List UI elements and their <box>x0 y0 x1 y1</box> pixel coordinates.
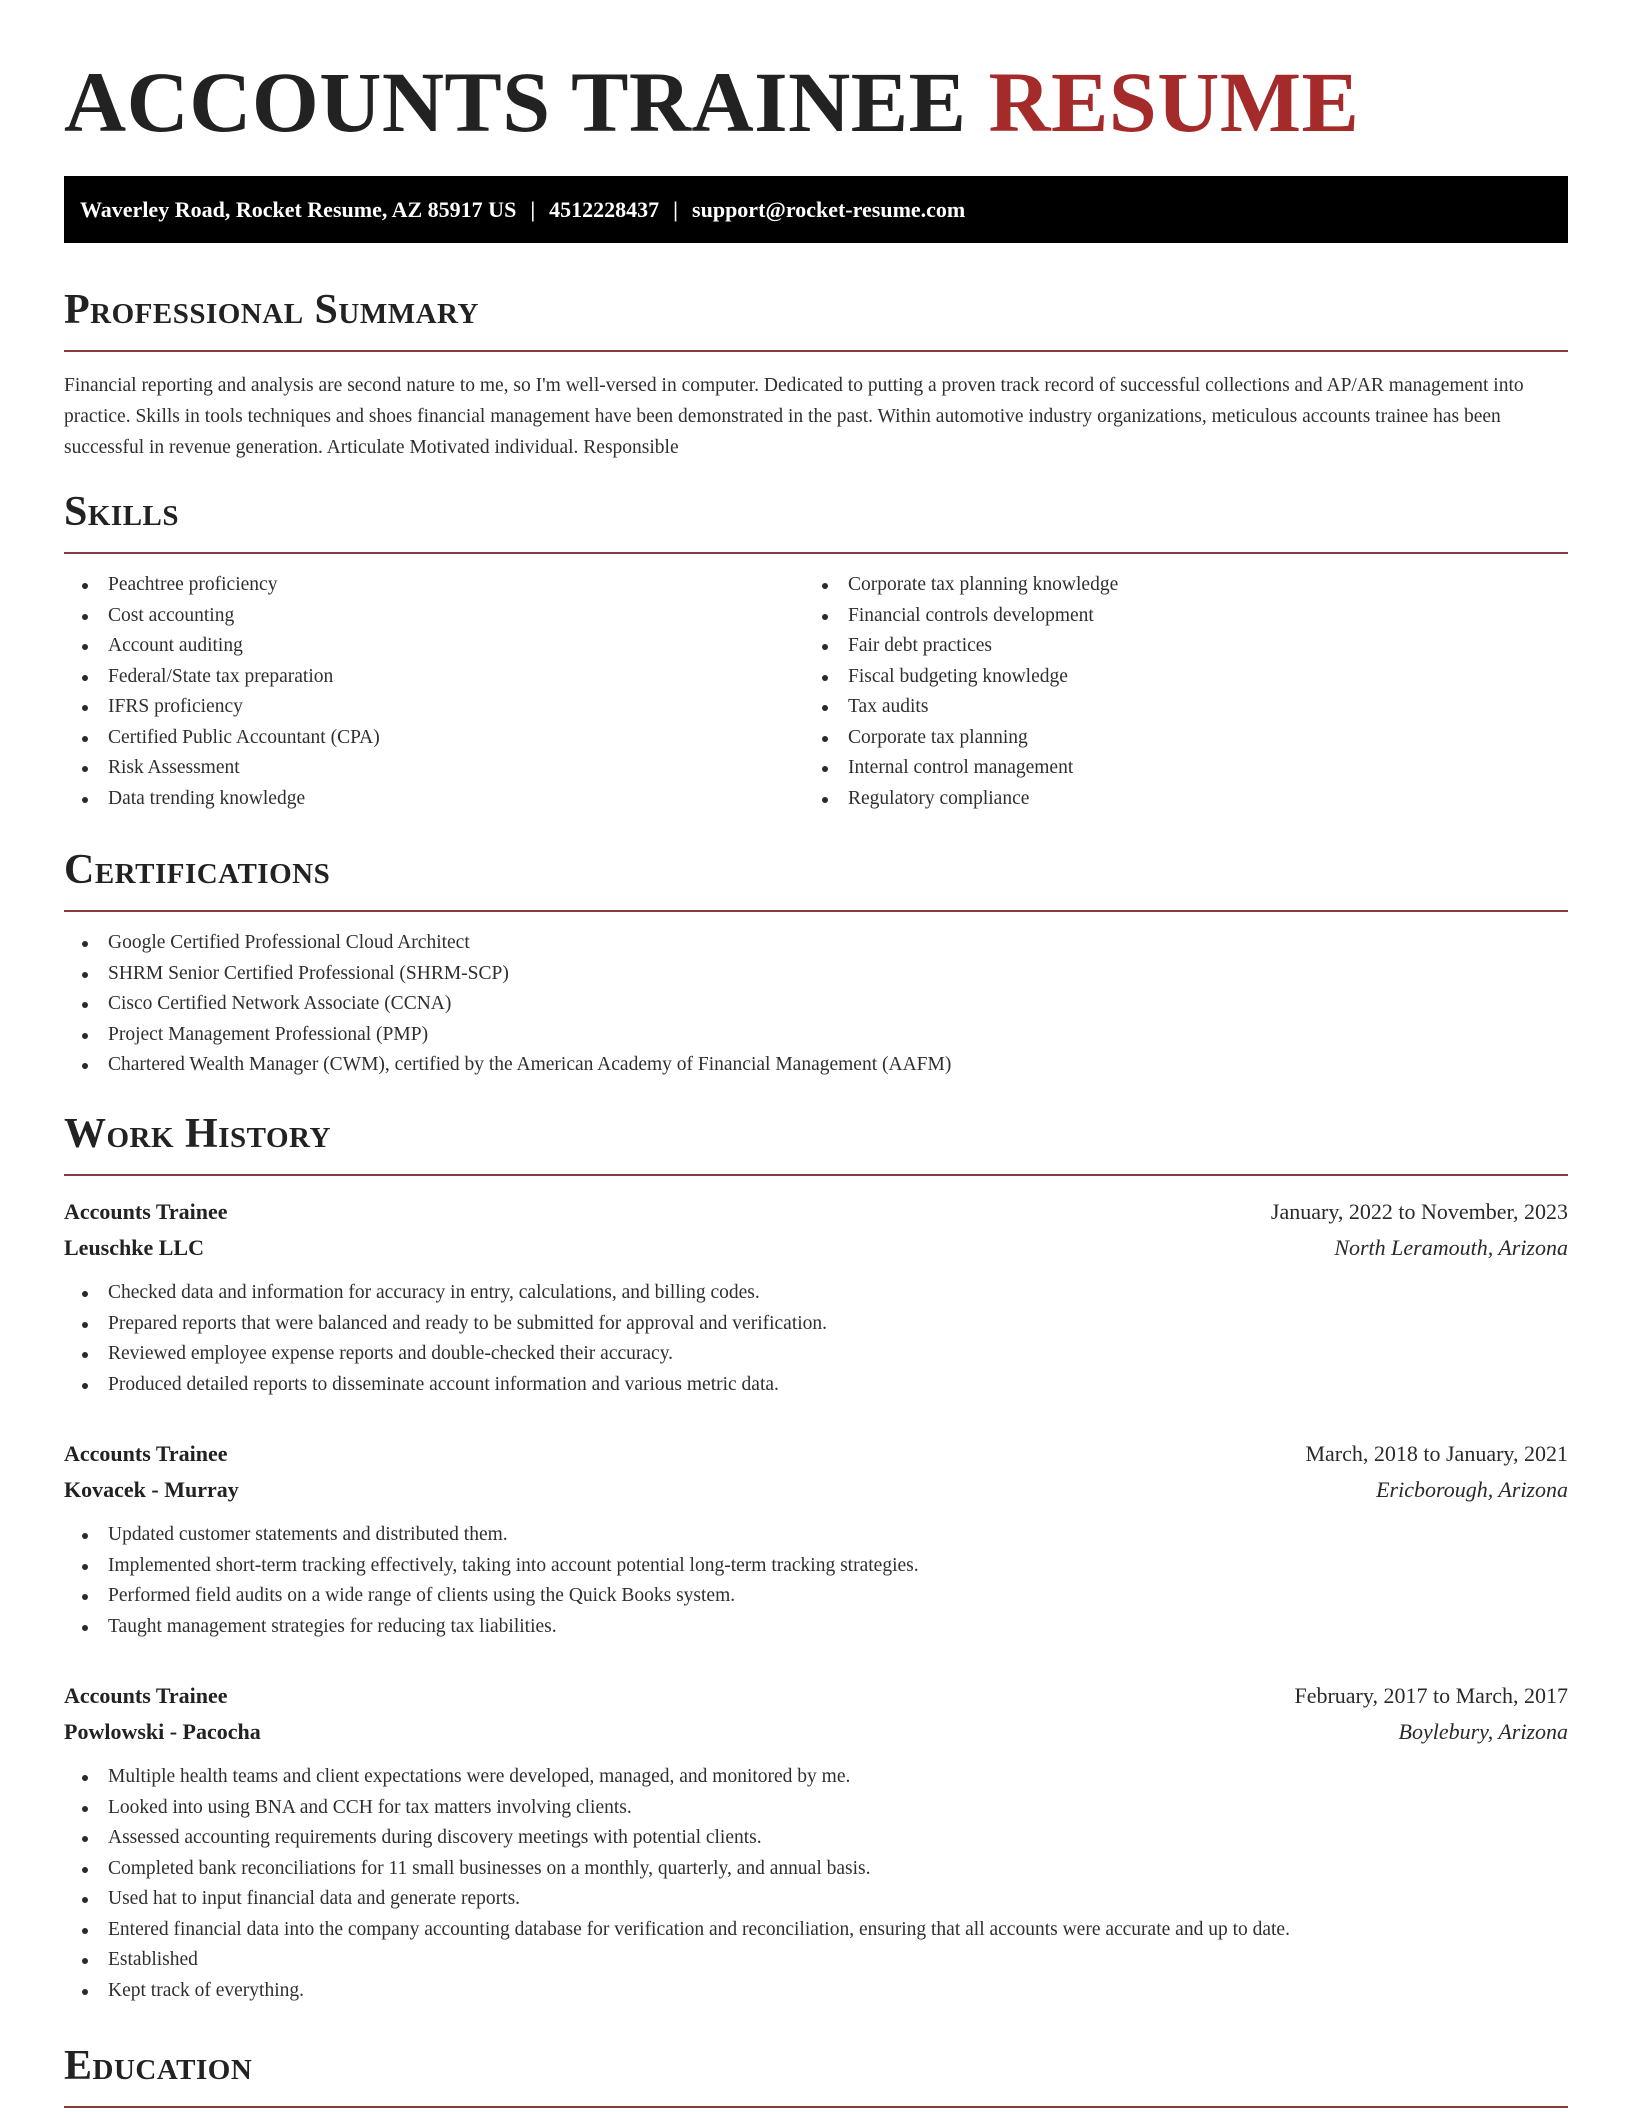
list-item: Federal/State tax preparation <box>64 662 804 693</box>
contact-address: Waverley Road, Rocket Resume, AZ 85917 US <box>80 197 517 222</box>
list-item: IFRS proficiency <box>64 692 804 723</box>
job-duties-list <box>64 1278 1568 1400</box>
list-item: Looked into using BNA and CCH for tax matters involving clients. <box>64 1793 1568 1824</box>
list-item: Project Management Professional (PMP) <box>64 1020 1568 1051</box>
list-item: Reviewed employee expense reports and double-checked their accuracy. <box>64 1339 1568 1370</box>
list-item: Completed bank reconciliations for 11 small businesses on a monthly, quarterly, and annual basis. <box>64 1854 1568 1885</box>
skills-columns <box>64 570 1568 814</box>
job-location: North Leramouth, Arizona <box>1334 1235 1568 1260</box>
section-divider <box>64 350 1568 352</box>
jobs-list <box>64 1194 1568 2006</box>
list-item: Performed field audits on a wide range of clients using the Quick Books system. <box>64 1581 1568 1612</box>
list-item: Updated customer statements and distributed them. <box>64 1520 1568 1551</box>
list-item: SHRM Senior Certified Professional (SHRM-SCP) <box>64 959 1568 990</box>
list-item: Chartered Wealth Manager (CWM), certified by the American Academy of Financial Management (AAFM) <box>64 1050 1568 1081</box>
list-item: Taught management strategies for reducing tax liabilities. <box>64 1612 1568 1643</box>
skills-list <box>64 570 804 814</box>
job-entry <box>64 1436 1568 1642</box>
list-item: Entered financial data into the company accounting database for verification and reconciliation, ensuring that all accounts were accurate and up to date. <box>64 1915 1568 1946</box>
section-divider <box>64 2106 1568 2108</box>
contact-email: support@rocket-resume.com <box>692 197 966 222</box>
list-item: Used hat to input financial data and generate reports. <box>64 1884 1568 1915</box>
certifications-list <box>64 928 1568 1081</box>
resume-page <box>64 0 1568 2089</box>
job-title: Accounts Trainee <box>64 1683 228 1708</box>
section-divider <box>64 910 1568 912</box>
list-item: Cost accounting <box>64 601 804 632</box>
job-company: Kovacek - Murray <box>64 1477 239 1502</box>
list-item: Data trending knowledge <box>64 784 804 815</box>
job-company-row <box>64 1714 1568 1750</box>
list-item: Corporate tax planning knowledge <box>804 570 1544 601</box>
list-item: Prepared reports that were balanced and ready to be submitted for approval and verification. <box>64 1309 1568 1340</box>
list-item: Fiscal budgeting knowledge <box>804 662 1544 693</box>
summary-text: Financial reporting and analysis are second nature to me, so I'm well-versed in computer. Dedicated to putting a proven track record of successful collections and AP/AR management into practice. Skills in tools techniques and shoes financial management have been demonstrated in the past. Within automotive industry organizations, meticulous accounts trainee has been successful in revenue generation. Articulate Motivated individual. Responsible <box>64 375 1524 458</box>
list-item: Corporate tax planning <box>804 723 1544 754</box>
list-item: Fair debt practices <box>804 631 1544 662</box>
job-dates: February, 2017 to March, 2017 <box>1294 1683 1568 1708</box>
list-item: Risk Assessment <box>64 753 804 784</box>
job-header-row <box>64 1194 1568 1230</box>
job-duties-list <box>64 1520 1568 1642</box>
list-item: Google Certified Professional Cloud Architect <box>64 928 1568 959</box>
list-item: Peachtree proficiency <box>64 570 804 601</box>
certifications-section <box>64 846 1568 1081</box>
list-item: Certified Public Accountant (CPA) <box>64 723 804 754</box>
job-title: Accounts Trainee <box>64 1199 228 1224</box>
section-heading: Certifications <box>64 847 331 893</box>
list-item: Implemented short-term tracking effectively, taking into account potential long-term tracking strategies. <box>64 1551 1568 1582</box>
section-heading: Education <box>64 2043 253 2089</box>
list-item: Internal control management <box>804 753 1544 784</box>
contact-separator: | <box>673 197 679 222</box>
work-history-section <box>64 1110 1568 2006</box>
job-company: Leuschke LLC <box>64 1235 204 1260</box>
list-item: Financial controls development <box>804 601 1544 632</box>
job-company-row <box>64 1472 1568 1508</box>
job-company: Powlowski - Pacocha <box>64 1719 261 1744</box>
section-heading: Skills <box>64 489 180 535</box>
list-item: Multiple health teams and client expectations were developed, managed, and monitored by me. <box>64 1762 1568 1793</box>
job-company-row <box>64 1230 1568 1266</box>
job-dates: March, 2018 to January, 2021 <box>1305 1441 1568 1466</box>
education-section <box>64 2042 1568 2108</box>
title-accent: RESUME <box>988 54 1360 150</box>
list-item: Assessed accounting requirements during discovery meetings with potential clients. <box>64 1823 1568 1854</box>
resume-title <box>64 0 1568 148</box>
job-entry <box>64 1194 1568 1400</box>
list-item: Tax audits <box>804 692 1544 723</box>
skills-section <box>64 488 1568 814</box>
job-location: Boylebury, Arizona <box>1398 1719 1568 1744</box>
list-item: Cisco Certified Network Associate (CCNA) <box>64 989 1568 1020</box>
list-item: Produced detailed reports to disseminate account information and various metric data. <box>64 1370 1568 1401</box>
job-header-row <box>64 1436 1568 1472</box>
summary-section <box>64 286 1568 463</box>
section-heading: Professional Summary <box>64 287 479 333</box>
skills-column-left <box>64 570 804 814</box>
job-duties-list <box>64 1762 1568 2006</box>
job-header-row <box>64 1678 1568 1714</box>
skills-column-right <box>804 570 1544 814</box>
job-title: Accounts Trainee <box>64 1441 228 1466</box>
title-main: ACCOUNTS TRAINEE <box>64 54 967 150</box>
contact-separator: | <box>530 197 536 222</box>
list-item: Established <box>64 1945 1568 1976</box>
list-item: Regulatory compliance <box>804 784 1544 815</box>
list-item: Kept track of everything. <box>64 1976 1568 2007</box>
contact-phone: 4512228437 <box>549 197 660 222</box>
job-dates: January, 2022 to November, 2023 <box>1270 1199 1568 1224</box>
skills-list <box>804 570 1544 814</box>
job-location: Ericborough, Arizona <box>1376 1477 1568 1502</box>
job-entry <box>64 1678 1568 2006</box>
section-heading: Work History <box>64 1111 331 1157</box>
contact-bar <box>64 176 1568 243</box>
section-divider <box>64 1174 1568 1176</box>
section-divider <box>64 552 1568 554</box>
list-item: Checked data and information for accuracy in entry, calculations, and billing codes. <box>64 1278 1568 1309</box>
list-item: Account auditing <box>64 631 804 662</box>
